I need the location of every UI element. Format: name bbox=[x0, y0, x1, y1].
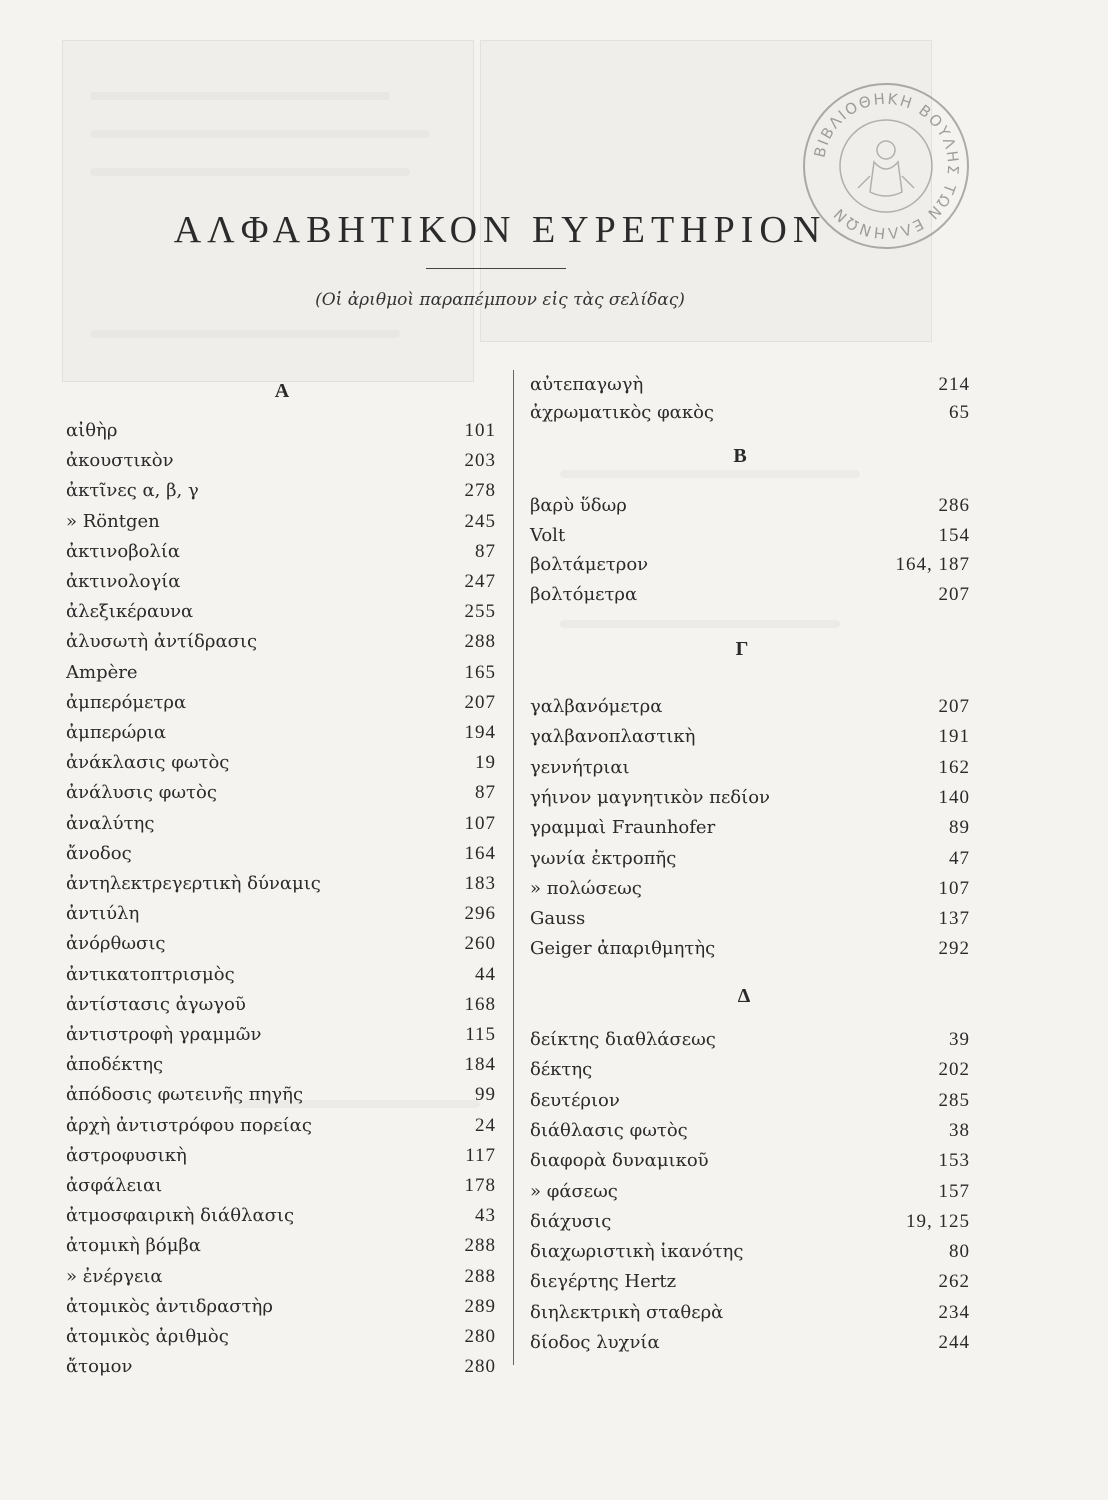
index-entry bbox=[530, 1148, 970, 1174]
index-page-number: 65 bbox=[949, 402, 970, 423]
index-entry bbox=[530, 936, 970, 962]
index-entry bbox=[66, 901, 496, 927]
index-page-number: 24 bbox=[475, 1114, 496, 1136]
index-entry bbox=[66, 599, 496, 625]
index-entry bbox=[530, 1300, 970, 1326]
index-entry bbox=[66, 1324, 496, 1350]
index-page-number: 207 bbox=[938, 583, 970, 605]
index-term: » φάσεως bbox=[530, 1180, 618, 1202]
index-entry bbox=[66, 629, 496, 655]
index-term: ἀτμοσφαιρικὴ διάθλασις bbox=[66, 1205, 295, 1227]
index-page-number: 203 bbox=[464, 450, 496, 472]
index-entry bbox=[66, 841, 496, 867]
index-entry bbox=[66, 750, 496, 776]
index-page-number: 87 bbox=[475, 540, 496, 562]
index-term: ἀνόρθωσις bbox=[66, 933, 166, 955]
index-entry bbox=[66, 569, 496, 595]
index-term: Geiger ἀπαριθμητὴς bbox=[530, 938, 716, 960]
index-term: ἀντικατοπτρισμὸς bbox=[66, 963, 235, 985]
index-entry bbox=[530, 1269, 970, 1295]
index-entry bbox=[530, 582, 970, 608]
title-underline bbox=[426, 268, 566, 269]
section-heading-beta: Β bbox=[733, 445, 747, 467]
index-page-number: 280 bbox=[464, 1326, 496, 1347]
bleed-through-line bbox=[560, 470, 860, 478]
index-page-number: 183 bbox=[464, 873, 496, 894]
index-term: ἀρχὴ ἀντιστρόφου πορείας bbox=[66, 1114, 312, 1136]
index-term: Volt bbox=[530, 524, 566, 546]
index-page-number: 288 bbox=[464, 1265, 496, 1287]
index-term: δείκτης διαθλάσεως bbox=[530, 1029, 716, 1050]
index-term: διαφορὰ δυναμικοῦ bbox=[530, 1150, 709, 1172]
index-entry bbox=[530, 876, 970, 902]
index-term: αἰθὴρ bbox=[66, 420, 118, 441]
index-page-number: 184 bbox=[464, 1054, 496, 1076]
index-entry bbox=[530, 815, 970, 841]
index-term: διαχωριστικὴ ἱκανότης bbox=[530, 1241, 744, 1263]
section-heading-delta: Δ bbox=[737, 985, 751, 1007]
index-entry bbox=[530, 906, 970, 932]
index-entry bbox=[530, 1118, 970, 1144]
index-page-number: 234 bbox=[938, 1301, 970, 1323]
index-page-number: 280 bbox=[464, 1356, 496, 1378]
index-page-number: 153 bbox=[938, 1150, 970, 1172]
index-term: γραμμαὶ Fraunhofer bbox=[530, 817, 716, 839]
index-term: » ἐνέργεια bbox=[66, 1265, 163, 1287]
index-term: δευτέριον bbox=[530, 1089, 620, 1111]
index-page-number: 260 bbox=[464, 933, 496, 955]
index-page-number: 286 bbox=[938, 495, 970, 516]
index-entry bbox=[530, 552, 970, 578]
index-page-number: 245 bbox=[464, 510, 496, 532]
index-entry bbox=[66, 539, 496, 565]
index-term: ἀποδέκτης bbox=[66, 1054, 164, 1076]
index-entry bbox=[66, 931, 496, 957]
index-entry bbox=[66, 871, 496, 897]
index-term: ἀκουστικὸν bbox=[66, 450, 174, 472]
index-term: ἀμπερώρια bbox=[66, 722, 167, 743]
bleed-through-line bbox=[90, 130, 430, 138]
index-page-number: 115 bbox=[465, 1024, 496, 1045]
index-term: ἀκτινολογία bbox=[66, 571, 181, 592]
index-page-number: 168 bbox=[464, 993, 496, 1015]
index-term: ἀστροφυσικὴ bbox=[66, 1144, 187, 1166]
index-term: ἀσφάλειαι bbox=[66, 1175, 163, 1196]
index-page-number: 292 bbox=[938, 938, 970, 960]
index-page-number: 44 bbox=[475, 963, 496, 985]
index-entry bbox=[66, 1113, 496, 1139]
index-page-number: 101 bbox=[464, 420, 496, 441]
index-page-number: 207 bbox=[938, 696, 970, 717]
index-page-number: 38 bbox=[949, 1119, 970, 1141]
index-entry bbox=[66, 1143, 496, 1169]
index-page-number: 87 bbox=[475, 782, 496, 804]
index-term: ἀνάλυσις φωτὸς bbox=[66, 782, 217, 804]
index-page-number: 285 bbox=[938, 1089, 970, 1111]
index-entry bbox=[530, 846, 970, 872]
index-term: ἀμπερόμετρα bbox=[66, 691, 187, 713]
index-page-number: 255 bbox=[464, 601, 496, 623]
index-page-number: 244 bbox=[938, 1332, 970, 1353]
index-entry bbox=[66, 690, 496, 716]
index-entry bbox=[530, 1209, 970, 1235]
column-divider bbox=[513, 370, 514, 1365]
bleed-through-line bbox=[560, 620, 840, 628]
index-page-number: 117 bbox=[465, 1144, 496, 1166]
index-term: Gauss bbox=[530, 908, 586, 930]
index-term: βολτάμετρον bbox=[530, 554, 649, 575]
index-term: δέκτης bbox=[530, 1059, 593, 1081]
index-page-number: 107 bbox=[938, 877, 970, 899]
index-page-number: 191 bbox=[938, 726, 970, 748]
index-term: διάθλασις φωτὸς bbox=[530, 1119, 688, 1141]
index-term: ἀτομικὸς ἀριθμὸς bbox=[66, 1326, 229, 1347]
index-entry bbox=[66, 1294, 496, 1320]
index-page-number: 89 bbox=[949, 817, 970, 839]
index-entry bbox=[530, 1027, 970, 1053]
index-page-number: 288 bbox=[464, 631, 496, 653]
index-page-number: 207 bbox=[464, 691, 496, 713]
index-term: » Röntgen bbox=[66, 510, 160, 532]
index-entry bbox=[530, 1057, 970, 1083]
index-term: ἀχρωματικὸς φακὸς bbox=[530, 402, 715, 423]
index-entry bbox=[66, 478, 496, 504]
index-page-number: 162 bbox=[938, 756, 970, 778]
index-page-number: 288 bbox=[464, 1235, 496, 1257]
index-page-number: 262 bbox=[938, 1271, 970, 1293]
index-entry bbox=[66, 660, 496, 686]
index-entry bbox=[530, 493, 970, 519]
bleed-through-line bbox=[90, 92, 390, 100]
index-term: βαρὺ ὕδωρ bbox=[530, 495, 627, 516]
index-entry bbox=[66, 1203, 496, 1229]
index-entry bbox=[530, 694, 970, 720]
index-term: ἀτομικὴ βόμβα bbox=[66, 1235, 201, 1257]
page-title: ΑΛΦΑΒΗΤΙΚΟΝ ΕΥΡΕΤΗΡΙΟΝ bbox=[173, 209, 827, 251]
index-page-number: 178 bbox=[464, 1175, 496, 1196]
stamp-text: ΒΙΒΛΙΟΘΗΚΗ ΒΟΥΛΗΣ ΤΩΝ ΕΛΛΗΝΩΝ bbox=[810, 89, 963, 243]
index-term: ἀνάκλασις φωτὸς bbox=[66, 752, 230, 774]
index-term: ἀντιύλη bbox=[66, 903, 140, 925]
index-term: ἀντηλεκτρεγερτικὴ δύναμις bbox=[66, 873, 321, 894]
index-page-number: 19 bbox=[475, 752, 496, 774]
index-term: Ampère bbox=[66, 661, 138, 683]
index-term: ἄτομον bbox=[66, 1356, 133, 1378]
section-heading-alpha: Α bbox=[274, 380, 290, 402]
index-entry bbox=[530, 755, 970, 781]
index-page-number: 278 bbox=[464, 480, 496, 502]
index-page-number: 154 bbox=[938, 524, 970, 546]
index-term: ἀκτινοβολία bbox=[66, 540, 181, 562]
index-entry bbox=[66, 448, 496, 474]
index-entry bbox=[66, 1264, 496, 1290]
index-entry bbox=[530, 523, 970, 549]
bleed-through-line bbox=[90, 330, 400, 338]
index-term: δίοδος λυχνία bbox=[530, 1332, 660, 1353]
index-page-number: 43 bbox=[475, 1205, 496, 1227]
index-page-number: 214 bbox=[938, 374, 970, 395]
index-term: γεννήτριαι bbox=[530, 756, 630, 778]
index-entry bbox=[530, 372, 970, 398]
index-term: ἀλεξικέραυνα bbox=[66, 601, 194, 623]
index-term: αὐτεπαγωγὴ bbox=[530, 374, 644, 395]
index-term: ἄνοδος bbox=[66, 842, 132, 864]
index-entry bbox=[66, 962, 496, 988]
index-entry bbox=[530, 1179, 970, 1205]
index-term: ἀπόδοσις φωτεινῆς πηγῆς bbox=[66, 1084, 304, 1106]
index-page-number: 47 bbox=[949, 847, 970, 869]
index-page-number: 107 bbox=[464, 812, 496, 834]
index-page-number: 19, 125 bbox=[906, 1210, 970, 1232]
index-entry bbox=[66, 1173, 496, 1199]
index-entry bbox=[66, 509, 496, 535]
index-entry bbox=[530, 1088, 970, 1114]
index-term: γήινον μαγνητικὸν πεδίον bbox=[530, 786, 770, 808]
index-entry bbox=[66, 992, 496, 1018]
index-page-number: 164 bbox=[464, 842, 496, 864]
index-page-number: 289 bbox=[464, 1295, 496, 1317]
index-entry bbox=[66, 1354, 496, 1380]
page-subtitle: (Οἱ ἀριθμοὶ παραπέμπουν εἰς τὰς σελίδας) bbox=[315, 290, 685, 310]
index-page-number: 99 bbox=[475, 1084, 496, 1106]
index-term: ἀντιστροφὴ γραμμῶν bbox=[66, 1024, 262, 1045]
index-entry bbox=[530, 724, 970, 750]
index-term: γαλβανόμετρα bbox=[530, 696, 663, 717]
index-entry bbox=[530, 400, 970, 426]
index-entry bbox=[530, 785, 970, 811]
index-entry bbox=[66, 1082, 496, 1108]
index-term: διεγέρτης Hertz bbox=[530, 1271, 677, 1293]
index-page-number: 165 bbox=[464, 661, 496, 683]
index-entry bbox=[530, 1330, 970, 1356]
index-term: γωνία ἐκτροπῆς bbox=[530, 847, 677, 869]
section-heading-gamma: Γ bbox=[735, 638, 749, 660]
bleed-through-line bbox=[90, 168, 410, 176]
index-term: γαλβανοπλαστικὴ bbox=[530, 726, 696, 748]
index-entry bbox=[66, 1022, 496, 1048]
index-page-number: 194 bbox=[464, 722, 496, 743]
index-term: ἀλυσωτὴ ἀντίδρασις bbox=[66, 631, 258, 653]
index-page-number: 137 bbox=[938, 908, 970, 930]
index-term: διάχυσις bbox=[530, 1210, 612, 1232]
index-term: ἀτομικὸς ἀντιδραστὴρ bbox=[66, 1295, 273, 1317]
index-page-number: 140 bbox=[938, 786, 970, 808]
index-page-number: 247 bbox=[464, 571, 496, 592]
index-term: ἀναλύτης bbox=[66, 812, 155, 834]
index-term: ἀντίστασις ἀγωγοῦ bbox=[66, 993, 246, 1015]
index-term: ἀκτῖνες α, β, γ bbox=[66, 480, 199, 502]
index-entry bbox=[66, 720, 496, 746]
index-entry bbox=[66, 780, 496, 806]
index-entry bbox=[66, 1052, 496, 1078]
index-entry bbox=[66, 1233, 496, 1259]
index-page-number: 296 bbox=[464, 903, 496, 925]
index-entry bbox=[66, 418, 496, 444]
index-page-number: 202 bbox=[938, 1059, 970, 1081]
index-page-number: 164, 187 bbox=[895, 554, 970, 575]
index-page-number: 39 bbox=[949, 1029, 970, 1050]
index-page-number: 80 bbox=[949, 1241, 970, 1263]
index-entry bbox=[66, 811, 496, 837]
index-term: διηλεκτρικὴ σταθερὰ bbox=[530, 1301, 724, 1323]
index-page-number: 157 bbox=[938, 1180, 970, 1202]
index-term: βολτόμετρα bbox=[530, 583, 638, 605]
index-entry bbox=[530, 1239, 970, 1265]
index-term: » πολώσεως bbox=[530, 877, 642, 899]
